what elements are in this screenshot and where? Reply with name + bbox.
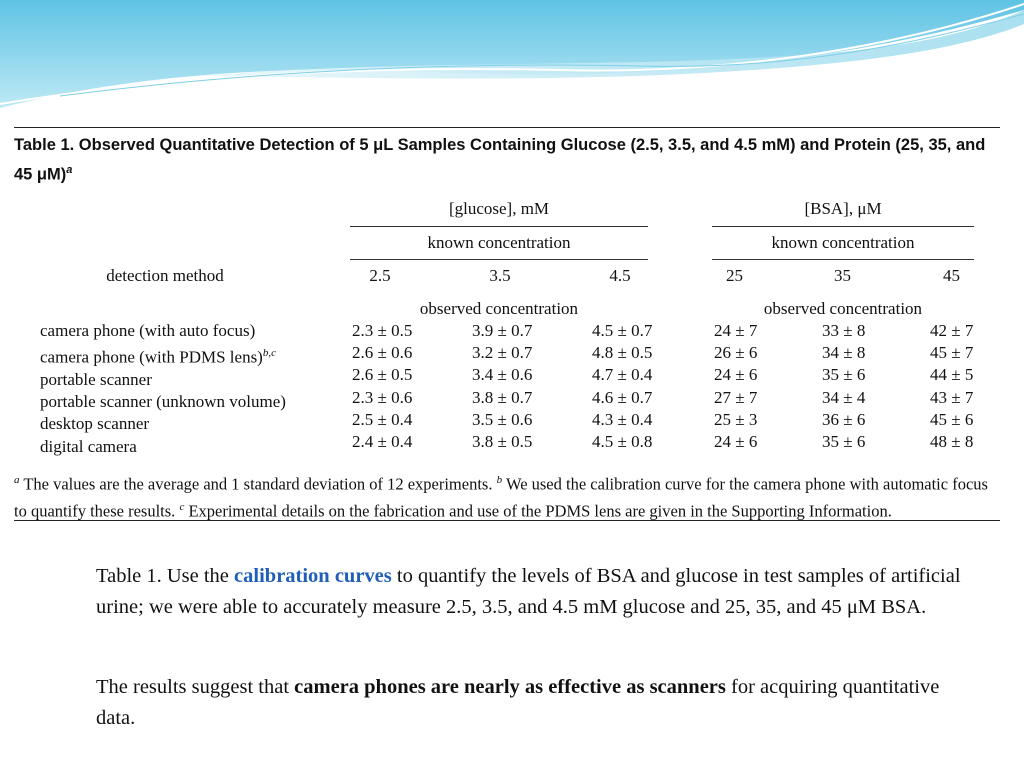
table-cell: 45 ± 6 [930,409,974,429]
glucose-level-3: 4.5 [609,266,631,285]
method-row-2: camera phone (with PDMS lens)$^{b,c}$ [40,347,276,367]
decorative-wave-banner [0,0,1024,120]
method-row-5: desktop scanner [40,414,150,434]
table-cell: 4.5 ± 0.7 [592,321,653,340]
table-cell: 4.8 ± 0.5 [592,343,653,363]
table-cell: 3.9 ± 0.7 [472,321,533,340]
table-top-rule [14,127,1000,128]
table-cell: 2.3 ± 0.5 [352,321,413,340]
table-cell: 4.5 ± 0.8 [592,432,653,452]
table-cell: 44 ± 5 [930,365,974,385]
glucose-header-rule [350,226,648,227]
table-cell: 2.4 ± 0.4 [352,432,413,452]
table-cell: 3.4 ± 0.6 [472,365,533,385]
table-cell: 4.7 ± 0.4 [592,365,653,385]
table-footnote [14,469,1004,522]
footnote-b-text: We used the calibration curve for the camera phone with automatic focus to quantify these results. [14,474,988,520]
table-cell: 2.3 ± 0.6 [352,387,413,407]
table-cell: 26 ± 6 [714,343,758,363]
table-cell: 43 ± 7 [930,387,974,407]
bsa-observed-label: observed concentration [763,299,923,318]
table-title: Table 1. Observed Quantitative Detection of 5 μL Samples Containing Glucose (2.5, 3.5, and 4.5 mM) and Protein (25, 35, and 45 μM)$^a$ [14,136,986,184]
bsa-level-3: 45 [943,266,960,285]
detection-method-header: detection method [106,266,224,285]
table-cell: 2.5 ± 0.4 [352,409,413,429]
table-cell: 4.6 ± 0.7 [592,387,653,407]
table-cell: 35 ± 6 [822,365,866,385]
glucose-level-2: 3.5 [489,266,511,285]
glucose-col-1 [352,320,412,453]
footnote-c-text: Experimental details on the fabrication and use of the PDMS lens are given in the Supporting Information. [188,501,892,520]
bsa-header-rule [712,226,974,227]
table-bottom-rule [14,520,1000,521]
glucose-level-1: 2.5 [369,266,391,285]
bsa-col-3 [930,320,973,453]
table-cell: 24 ± 6 [714,365,758,385]
method-row-6: digital camera [40,436,137,456]
bsa-known-rule [712,259,974,260]
bsa-col-2 [822,320,865,453]
table-cell: 24 ± 6 [714,432,758,452]
bsa-level-1: 25 [726,266,743,285]
bsa-header: [BSA], μM [804,199,882,218]
footnote-marker-a: a [66,164,73,176]
table-cell: 42 ± 7 [930,321,974,340]
bsa-known-label: known concentration [771,233,915,252]
glucose-header: [glucose], mM [448,199,550,218]
summary-paragraph-1: Table 1. Use the calibration curves to quantify the levels of BSA and glucose in test samples of artificial urine; we were able to accurately measure 2.5, 3.5, and 4.5 mM glucose and 25, 35, and 45 μM BSA. [96,565,961,618]
table-cell: 27 ± 7 [714,387,758,407]
calibration-curves-highlight: calibration curves [234,565,392,587]
table-cell: 33 ± 8 [822,321,866,340]
table-cell: 3.8 ± 0.5 [472,432,533,452]
table-cell: 3.2 ± 0.7 [472,343,533,363]
footnote-a-text: The values are the average and 1 standard deviation of 12 experiments. [23,474,493,494]
footnote-a-marker: a [14,474,20,486]
table-cell: 48 ± 8 [930,432,974,452]
glucose-observed-label: observed concentration [419,299,579,318]
glucose-col-2 [472,320,532,453]
table-cell: 45 ± 7 [930,343,974,363]
table-cell: 24 ± 7 [714,321,758,340]
footnote-b-marker: b [496,474,503,486]
table-cell: 36 ± 6 [822,409,866,429]
conclusion-highlight: camera phones are nearly as effective as scanners [294,676,726,698]
method-row-3: portable scanner [40,370,152,390]
method-row-4: portable scanner (unknown volume) [40,392,286,412]
table-cell: 2.6 ± 0.6 [352,343,413,363]
glucose-known-rule [350,259,648,260]
summary-paragraph-2: The results suggest that camera phones are nearly as effective as scanners for acquiring quantitative data. [96,676,940,729]
footnote-c-marker: c [179,500,185,513]
table-cell: 34 ± 8 [822,343,866,363]
method-row-1: camera phone (with auto focus) [40,321,256,340]
method-column [40,320,286,458]
table-cell: 35 ± 6 [822,432,866,452]
table-cell: 34 ± 4 [822,387,866,407]
table-cell: 4.3 ± 0.4 [592,409,653,429]
footnote-marker-bc: b,c [262,347,276,360]
bsa-col-1 [714,320,757,453]
table-cell: 3.5 ± 0.6 [472,409,533,429]
table-cell: 2.6 ± 0.5 [352,365,413,385]
glucose-known-label: known concentration [427,233,571,252]
table-cell: 25 ± 3 [714,409,758,429]
bsa-level-2: 35 [834,266,851,285]
table-cell: 3.8 ± 0.7 [472,387,533,407]
glucose-col-3 [592,320,652,453]
